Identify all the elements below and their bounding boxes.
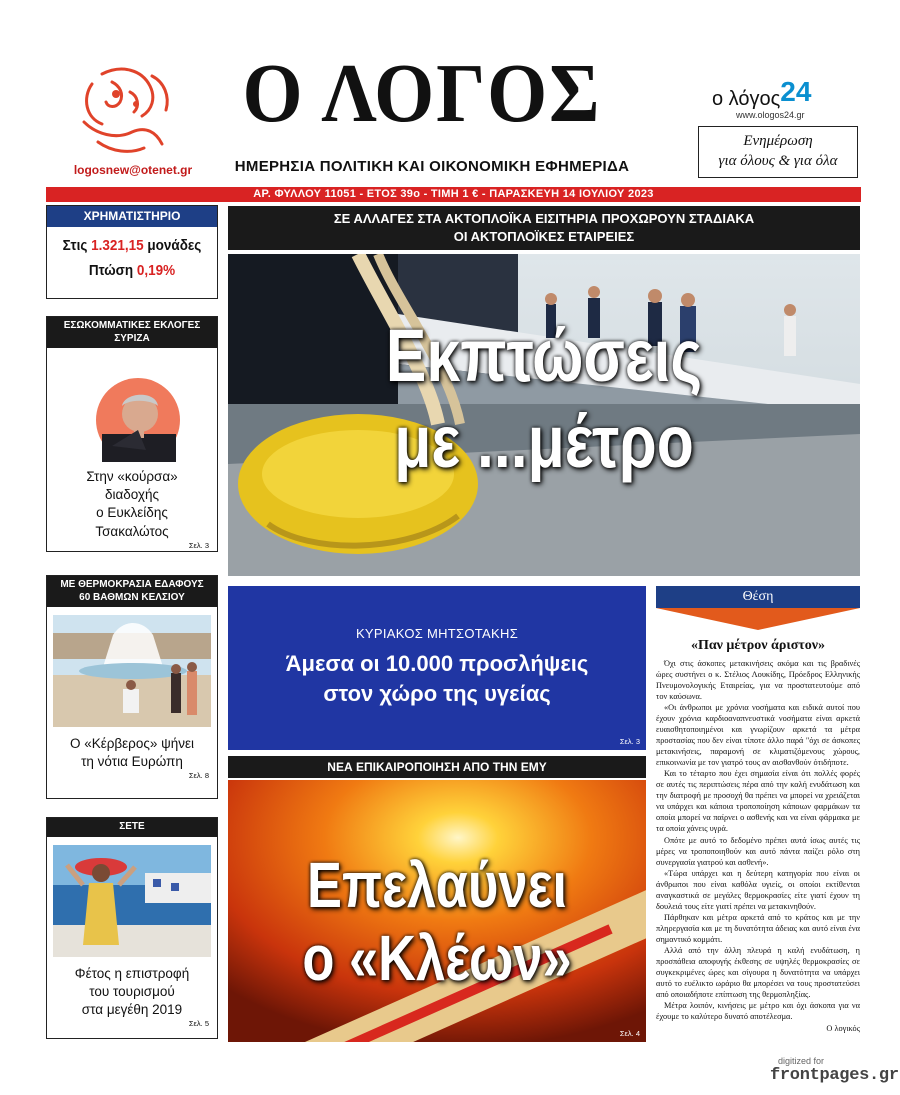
side1-line1: Στην «κούρσα» <box>86 469 178 484</box>
column-body <box>656 658 860 1022</box>
issue-info-bar: ΑΡ. ΦΥΛΛΟΥ 11051 - ΕΤΟΣ 39ο - ΤΙΜΗ 1 € - ΠΑΡΑΣΚΕΥΗ 14 ΙΟΥΛΙΟΥ 2023 <box>46 187 861 202</box>
stock-change-label: Πτώση <box>88 262 137 279</box>
health-story-box[interactable] <box>228 586 646 750</box>
column-paragraph: «Οι άνθρωποι με χρόνια νοσήματα και ειδικά αυτοί που έχουν χρόνια καρδιοαναπνευστικά νοσήματα είναι αρκετά ευαισθητοποιημένοι και γνωρίζουν αρκετά τα μέτρα προστασίας που δεν είναι τίποτε άλλο παρά "όχι σε άσκοπες μετακινήσεις, παραμονή σε κλιματιζόμενους χώρους, επικοινωνία με τον γιατρό τους αν αισθανθούν ότιδήποτε. <box>656 703 860 768</box>
column-signature: Ο λογικός <box>826 1024 860 1034</box>
side2-line2: τη νότια Ευρώπη <box>81 754 183 770</box>
lead-title-line2: με ...μέτρο <box>394 400 694 483</box>
digitized-note: digitized for <box>778 1056 825 1066</box>
brand-slogan-box <box>698 126 858 178</box>
side-story-tourism-head: ΣΕΤΕ <box>47 818 217 837</box>
newspaper-subtitle: ΗΜΕΡΗΣΙΑ ΠΟΛΙΤΙΚΗ ΚΑΙ ΟΙΚΟΝΟΜΙΚΗ ΕΦΗΜΕΡΙΔΑ <box>234 158 630 175</box>
brand-url[interactable]: www.ologos24.gr <box>736 110 805 120</box>
stock-index-value: 1.321,15 <box>91 237 144 254</box>
column-label: Θέση <box>656 586 860 608</box>
heatwave-title-line1: Επελαύνει <box>306 849 568 921</box>
column-paragraph: Μέτρα λοιπόν, κινήσεις με μέτρο και όχι άσκοπα για να έχουμε το καλύτερο δυνατό αποτέλεσμα. <box>656 1000 860 1021</box>
lead-story-headline-bar[interactable] <box>228 206 860 250</box>
heatwave-story-title <box>266 850 609 996</box>
health-story-line2: στον χώρο της υγείας <box>323 681 551 706</box>
newspaper-title: Ο ΛΟΓΟΣ <box>242 47 602 140</box>
heatwave-title-line2: ο «Κλέων» <box>302 922 572 994</box>
column-title: «Παν μέτρον άριστον» <box>690 638 826 653</box>
stock-market-box <box>46 205 218 299</box>
column-paragraph: Πάρθηκαν και μέτρα αρκετά από το κράτος και με την πληρεργασία και με τη δυνατότητα άδειας και αυτό είναι ένα σημαντικό κομμάτι. <box>656 912 860 944</box>
source-site[interactable]: frontpages.gr <box>770 1066 899 1085</box>
side-story-heatwave-head <box>47 576 217 607</box>
fountain-photo <box>53 615 211 727</box>
column-paragraph: Αλλά από την άλλη πλευρά η καλή ενυδάτωση, η προσπάθεια αποφυγής έκθεσης σε υψηλές θερμοκρασίες σε συγκεκριμένες ώρες και σίγουρα η δυνατότητα να υπάρχει αυτό το ευέλικτο ωράριο θα μπορέσει να τους προστατεύσει από οποιαδήποτε επίπτωση της θερμοπληξίας. <box>656 945 860 999</box>
portrait-photo <box>72 376 192 462</box>
health-story-kicker: ΚΥΡΙΑΚΟΣ ΜΗΤΣΟΤΑΚΗΣ <box>355 626 519 641</box>
side-story-tourism-text <box>47 965 217 1020</box>
stock-index-line <box>56 237 209 254</box>
page-ref: Σελ. 4 <box>619 1029 640 1038</box>
side3-line3: στα μεγέθη 2019 <box>81 1001 183 1017</box>
brand-slogan-line1: Ενημέρωση <box>743 133 813 149</box>
page-ref: Σελ. 3 <box>619 737 640 746</box>
side-story-tourism[interactable] <box>46 817 218 1039</box>
health-story-line1: Άμεσα οι 10.000 προσλήψεις <box>285 651 589 676</box>
side1-line4: Τσακαλώτος <box>95 523 169 539</box>
side2-head-line1: ΜΕ ΘΕΡΜΟΚΡΑΣΙΑ ΕΔΑΦΟΥΣ <box>60 579 204 590</box>
side-story-syriza-head: ΕΣΩΚΟΜΜΑΤΙΚΕΣ ΕΚΛΟΓΕΣ ΣΥΡΙΖΑ <box>47 317 217 348</box>
lead-story-title <box>285 316 803 488</box>
column-paragraph: Και το τέταρτο που έχει σημασία είναι ότι πολλές φορές σε αυτές τις περιπτώσεις πέρα από την καλή ενυδάτωση και την διατροφή με προσοχή θα πρέπει να μπορεί να χρειάζεται να υπάρχει και κάποια τροποποίηση κάποιων φαρμάκων τα οποία μπορεί να παίρνει ο ασθενής και να είναι φάρμακα με τα οποία χάνεις υγρά. <box>656 769 860 834</box>
side1-line3: ο Ευκλείδης <box>96 505 168 521</box>
logo-illustration <box>72 62 176 156</box>
lead-head-line1: ΣΕ ΑΛΛΑΓΕΣ ΣΤΑ ΑΚΤΟΠΛΟΪΚΑ ΕΙΣΙΤΗΡΙΑ ΠΡΟΧΩΡΟΥΝ ΣΤΑΔΙΑΚΑ <box>333 211 755 226</box>
column-paragraph: «Τώρα υπάρχει και η δεύτερη κατηγορία που είναι οι άνθρωποι που είναι καθόλα υγιείς, οι οποίοι εκτίθενται αναγκαστικά σε μεγάλες θερμοκρασίες είτε γιατί έχουν τη δουλειά τους είτε γιατί πρέπει να μετακινηθούν. <box>656 868 860 911</box>
page-ref: Σελ. 5 <box>188 1019 209 1029</box>
tourist-photo <box>53 845 211 957</box>
stock-index-prefix: Στις <box>62 237 92 254</box>
brand-word: ο λόγος <box>712 88 781 110</box>
lead-head-line2: ΟΙ ΑΚΤΟΠΛΟΪΚΕΣ ΕΤΑΙΡΕΙΕΣ <box>453 229 635 244</box>
stock-market-head: ΧΡΗΜΑΤΙΣΤΗΡΙΟ <box>47 206 217 227</box>
heatwave-story-photo[interactable] <box>228 780 646 1042</box>
page-ref: Σελ. 8 <box>188 771 209 781</box>
brand-slogan-line2: για όλους & για όλα <box>718 153 838 170</box>
side-story-heatwave[interactable] <box>46 575 218 799</box>
side-story-syriza-text <box>47 468 217 541</box>
side1-line2: διαδοχής <box>104 487 160 503</box>
contact-email[interactable]: logosnew@otenet.gr <box>73 163 193 177</box>
stock-change-line <box>56 262 209 279</box>
lead-story-photo[interactable] <box>228 254 860 576</box>
brand-logo-24 <box>712 76 862 112</box>
side2-head-line2: 60 ΒΑΘΜΩΝ ΚΕΛΣΙΟΥ <box>79 591 185 603</box>
side-story-syriza[interactable] <box>46 316 218 552</box>
column-paragraph: Οπότε με αυτό το δεδομένο πρέπει αυτά ίσως αυτές τις μέρες να τροποποιηθούν και αυτό πάντα παίζει ρόλο στη συνεργασία γιατρού και ασθενή». <box>656 835 860 867</box>
side-story-heatwave-text <box>47 735 217 771</box>
stock-index-suffix: μονάδες <box>143 237 202 254</box>
stock-change-value: 0,19% <box>136 262 176 279</box>
brand-number: 24 <box>780 76 812 107</box>
page-ref: Σελ. 3 <box>188 540 209 550</box>
column-paragraph: Όχι στις άσκοπες μετακινήσεις ακόμα και τις βραδινές ώρες συστήνει ο κ. Στέλιος Λουκίδης, Πρόεδρος Ελληνικής Πνευμονολογικής Εταιρείας, για να προστατευτούμε από τον καύσωνα. <box>656 659 860 702</box>
column-arrow-decoration <box>656 608 860 630</box>
side3-line1: Φέτος η επιστροφή <box>74 965 190 981</box>
lead-title-line1: Εκπτώσεις <box>385 314 703 397</box>
side3-line2: του τουρισμού <box>89 983 175 999</box>
side2-line1: Ο «Κέρβερος» ψήνει <box>69 736 195 751</box>
opinion-column[interactable] <box>656 586 860 1046</box>
heatwave-story-bar[interactable]: ΝΕΑ ΕΠΙΚΑΙΡΟΠΟΙΗΣΗ ΑΠΟ ΤΗΝ ΕΜΥ <box>228 756 646 778</box>
